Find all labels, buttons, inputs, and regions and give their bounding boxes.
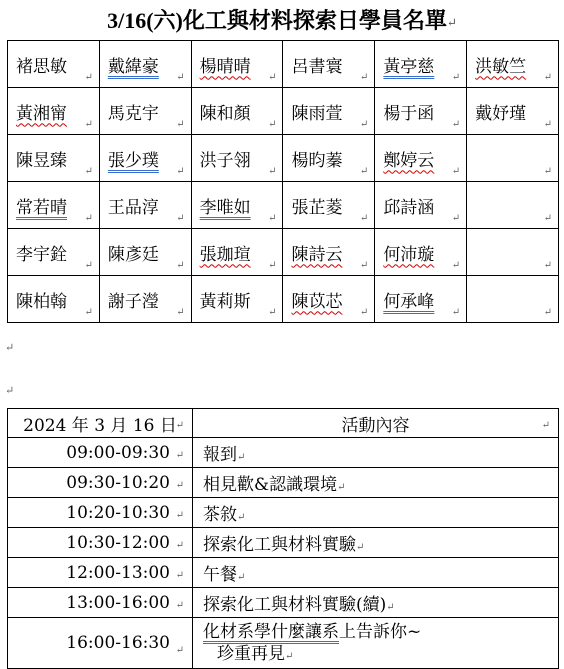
roster-cell	[375, 229, 467, 276]
cell-end-mark: ↵	[84, 119, 93, 130]
roster-cell	[99, 182, 191, 229]
roster-cell	[99, 276, 191, 323]
roster-cell	[467, 229, 559, 276]
roster-cell	[191, 276, 283, 323]
roster-cell	[99, 135, 191, 182]
cell-end-mark: ↵	[176, 307, 185, 318]
student-name: 謝子瀅	[107, 291, 159, 312]
cell-end-mark: ↵	[543, 166, 552, 177]
schedule-header-row	[8, 409, 559, 438]
cell-end-mark: ↵	[543, 72, 552, 83]
roster-cell	[191, 135, 283, 182]
roster-cell	[191, 229, 283, 276]
student-name: 何承峰	[383, 291, 435, 312]
schedule-row	[8, 618, 559, 669]
paragraph-mark: ↵	[5, 341, 15, 354]
schedule-time: 12:00-13:00 ↵	[8, 558, 193, 588]
schedule-activity: 探索化工與材料實驗(續)↵	[193, 588, 559, 618]
cell-end-mark: ↵	[176, 119, 185, 130]
student-name: 王品淳	[107, 197, 159, 218]
schedule-row	[8, 588, 559, 618]
paragraph-mark: ↵	[446, 15, 457, 30]
roster-cell	[467, 135, 559, 182]
student-name: 洪敏竺	[475, 56, 527, 77]
schedule-time: 09:30-10:20 ↵	[8, 468, 193, 498]
student-name: 陳柏翰	[16, 291, 67, 312]
cell-end-mark: ↵	[359, 119, 369, 130]
roster-cell	[99, 229, 191, 276]
schedule-activity: 化材系學什麼讓系上告訴你~ 珍重再見↵	[193, 618, 559, 669]
schedule-row	[8, 468, 559, 498]
roster-cell	[375, 41, 467, 88]
roster-cell	[8, 41, 100, 88]
roster-cell	[8, 276, 100, 323]
schedule-time: 09:00-09:30 ↵	[8, 438, 193, 468]
student-name: 戴緯豪	[107, 56, 159, 77]
roster-cell	[283, 88, 375, 135]
student-name: 楊昀蓁	[291, 150, 343, 171]
schedule-row	[8, 438, 559, 468]
cell-end-mark: ↵	[451, 307, 461, 318]
page-title-text: 3/16(六)化工與材料探索日學員名單	[107, 8, 447, 33]
cell-end-mark: ↵	[176, 213, 185, 224]
student-name: 陳昱臻	[16, 150, 67, 171]
cell-end-mark: ↵	[451, 260, 461, 271]
cell-end-mark: ↵	[543, 213, 552, 224]
roster-cell	[191, 88, 283, 135]
roster-cell	[283, 229, 375, 276]
roster-cell	[467, 182, 559, 229]
cell-end-mark: ↵	[359, 166, 369, 177]
student-name: 李宇銓	[16, 244, 67, 265]
roster-cell	[283, 182, 375, 229]
schedule-activity: 相見歡&認識環境↵	[193, 468, 559, 498]
roster-cell	[467, 88, 559, 135]
cell-end-mark: ↵	[451, 166, 461, 177]
cell-end-mark: ↵	[176, 260, 185, 271]
student-name: 黃莉斯	[199, 291, 251, 312]
student-name: 陳和顏	[199, 103, 251, 124]
schedule-row	[8, 528, 559, 558]
cell-end-mark: ↵	[268, 119, 277, 130]
student-name: 戴妤瑾	[475, 103, 527, 124]
cell-end-mark: ↵	[84, 213, 93, 224]
schedule-time: 13:00-16:00 ↵	[8, 588, 193, 618]
roster-row	[8, 229, 559, 276]
roster-cell	[375, 276, 467, 323]
schedule-row	[8, 558, 559, 588]
cell-end-mark: ↵	[268, 72, 277, 83]
schedule-time: 10:30-12:00 ↵	[8, 528, 193, 558]
roster-cell	[467, 276, 559, 323]
student-name: 邱詩涵	[383, 197, 435, 218]
cell-end-mark: ↵	[359, 213, 369, 224]
student-name: 楊晴晴	[199, 56, 251, 77]
activity-header: 活動內容 ↵	[193, 409, 559, 438]
cell-end-mark: ↵	[84, 72, 93, 83]
schedule-activity: 午餐↵	[193, 558, 559, 588]
page-title	[0, 4, 564, 35]
roster-cell	[283, 276, 375, 323]
schedule-activity: 探索化工與材料實驗↵	[193, 528, 559, 558]
student-name: 黃湘甯	[16, 103, 67, 124]
cell-end-mark: ↵	[268, 166, 277, 177]
cell-end-mark: ↵	[451, 213, 461, 224]
date-header: 2024 年 3 月 16 日 ↵	[8, 409, 193, 438]
student-name: 黃亭慈	[383, 56, 435, 77]
student-name: 常若晴	[16, 197, 67, 218]
roster-cell	[8, 229, 100, 276]
cell-end-mark: ↵	[84, 166, 93, 177]
roster-cell	[99, 88, 191, 135]
cell-end-mark: ↵	[359, 72, 369, 83]
roster-cell	[467, 41, 559, 88]
cell-end-mark: ↵	[268, 260, 277, 271]
student-name: 張少璞	[107, 150, 159, 171]
roster-cell	[8, 88, 100, 135]
student-name: 陳雨萱	[291, 103, 343, 124]
roster-cell	[375, 88, 467, 135]
student-name: 洪子翎	[199, 150, 251, 171]
roster-table	[7, 40, 559, 323]
student-name: 陳彥廷	[107, 244, 159, 265]
student-name: 張芷菱	[291, 197, 343, 218]
schedule-table	[7, 408, 559, 669]
roster-cell	[99, 41, 191, 88]
roster-cell	[375, 182, 467, 229]
student-name: 褚思敏	[16, 56, 67, 77]
schedule-time: 10:20-10:30 ↵	[8, 498, 193, 528]
cell-end-mark: ↵	[359, 260, 369, 271]
student-name: 鄭婷云	[383, 150, 435, 171]
roster-row	[8, 88, 559, 135]
paragraph-mark: ↵	[5, 384, 15, 397]
student-name: 楊于函	[383, 103, 435, 124]
roster-cell	[8, 182, 100, 229]
cell-end-mark: ↵	[543, 260, 552, 271]
cell-end-mark: ↵	[543, 119, 552, 130]
cell-end-mark: ↵	[451, 72, 461, 83]
student-name: 李唯如	[199, 197, 251, 218]
cell-end-mark: ↵	[176, 72, 185, 83]
student-name: 陳詩云	[291, 244, 343, 265]
schedule-activity: 報到↵	[193, 438, 559, 468]
student-name: 呂書寰	[291, 56, 343, 77]
roster-cell	[283, 41, 375, 88]
roster-row	[8, 276, 559, 323]
roster-cell	[8, 135, 100, 182]
cell-end-mark: ↵	[84, 307, 93, 318]
cell-end-mark: ↵	[176, 166, 185, 177]
cell-end-mark: ↵	[268, 213, 277, 224]
roster-cell	[191, 182, 283, 229]
roster-cell	[283, 135, 375, 182]
cell-end-mark: ↵	[268, 307, 277, 318]
roster-cell	[191, 41, 283, 88]
student-name: 陳苡芯	[291, 291, 343, 312]
cell-end-mark: ↵	[451, 119, 461, 130]
schedule-row	[8, 498, 559, 528]
cell-end-mark: ↵	[359, 307, 369, 318]
roster-row	[8, 182, 559, 229]
student-name: 何沛璇	[383, 244, 435, 265]
roster-row	[8, 41, 559, 88]
schedule-activity: 茶敘↵	[193, 498, 559, 528]
cell-end-mark: ↵	[543, 307, 552, 318]
schedule-time: 16:00-16:30 ↵	[8, 618, 193, 669]
student-name: 馬克宇	[107, 103, 159, 124]
student-name: 張珈瑄	[199, 244, 251, 265]
roster-row	[8, 135, 559, 182]
roster-cell	[375, 135, 467, 182]
cell-end-mark: ↵	[84, 260, 93, 271]
